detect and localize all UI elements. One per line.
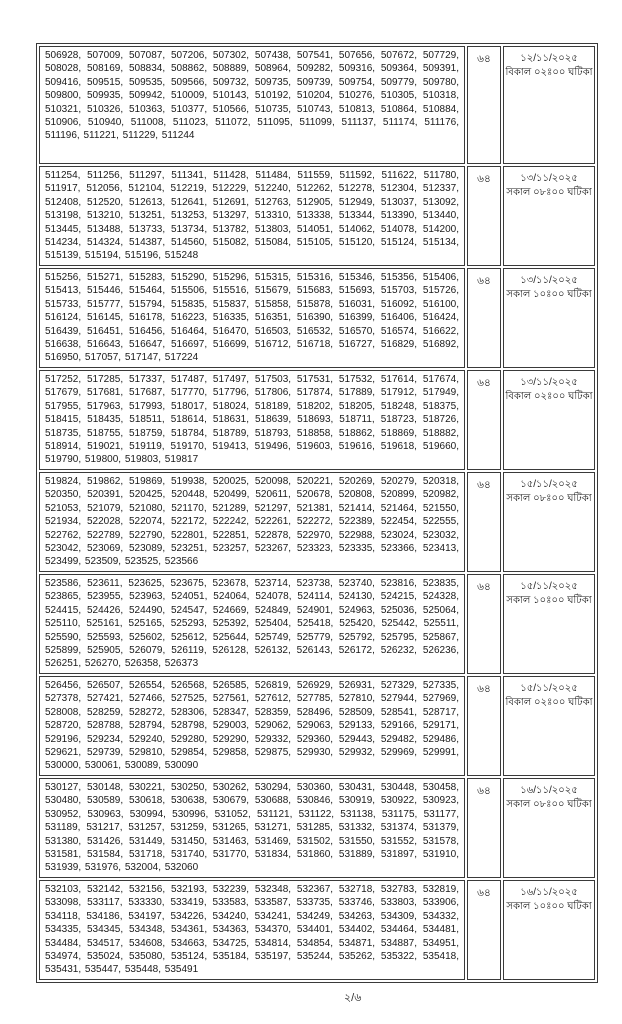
exam-datetime-cell <box>503 268 595 368</box>
roll-numbers-cell: 519824, 519862, 519869, 519938, 520025, 520098, 520221, 520269, 520279, 520318, 520350, 520391, 520425, 520448, 520499, 520611, 520678, 520808, 520899, 520982, 521053, 521079, 521080, 521170, 521289, 521297, 521381, 521414, 521464, 521550, 521934, 522028, 522074, 522172, 522242, 522261, 522272, 522389, 522454, 522555, 522762, 522789, 522790, 522801, 522851, 522878, 522970, 522988, 523024, 523032, 523042, 523069, 523089, 523251, 523257, 523267, 523323, 523335, 523366, 523413, 523499, 523509, 523525, 523566 <box>39 472 465 572</box>
exam-date: ১৫/১১/২০২৫ <box>520 479 578 490</box>
exam-time: সকাল ০৮ঃ০০ ঘটিকা <box>506 799 592 810</box>
candidate-count-cell: ৬৪ <box>467 778 501 878</box>
exam-date: ১৩/১১/২০২৫ <box>520 377 578 388</box>
exam-datetime-cell <box>503 778 595 878</box>
roll-numbers-cell: 526456, 526507, 526554, 526568, 526585, 526819, 526929, 526931, 527329, 527335, 527378, 527421, 527466, 527525, 527561, 527612, 527785, 527810, 527944, 527969, 528008, 528259, 528272, 528306, 528347, 528359, 528496, 528509, 528541, 528717, 528720, 528788, 528794, 528798, 529003, 529062, 529063, 529133, 529166, 529171, 529196, 529234, 529240, 529280, 529290, 529332, 529360, 529443, 529482, 529486, 529621, 529739, 529810, 529854, 529858, 529875, 529930, 529932, 529969, 529991, 530000, 530061, 530089, 530090 <box>39 676 465 776</box>
exam-schedule-table <box>36 43 598 983</box>
exam-date: ১৫/১১/২০২৫ <box>520 683 578 694</box>
candidate-count-cell: ৬৪ <box>467 370 501 470</box>
exam-time: সকাল ১০ঃ০০ ঘটিকা <box>506 289 592 300</box>
exam-datetime-cell <box>503 472 595 572</box>
exam-datetime-cell <box>503 676 595 776</box>
exam-time: সকাল ০৮ঃ০০ ঘটিকা <box>506 187 592 198</box>
exam-date: ১৬/১১/২০২৫ <box>520 887 578 898</box>
candidate-count-cell: ৬৪ <box>467 46 501 164</box>
exam-date: ১২/১১/২০২৫ <box>520 53 578 64</box>
candidate-count-cell: ৬৪ <box>467 472 501 572</box>
exam-datetime-cell <box>503 370 595 470</box>
candidate-count-cell: ৬৪ <box>467 880 501 980</box>
exam-datetime-cell <box>503 880 595 980</box>
candidate-count-cell: ৬৪ <box>467 676 501 776</box>
exam-time: সকাল ১০ঃ০০ ঘটিকা <box>506 595 592 606</box>
exam-time: সকাল ০৮ঃ০০ ঘটিকা <box>506 493 592 504</box>
schedule-row <box>39 778 595 878</box>
roll-numbers-cell: 523586, 523611, 523625, 523675, 523678, 523714, 523738, 523740, 523816, 523835, 523865, 523955, 523963, 524051, 524064, 524078, 524114, 524130, 524215, 524328, 524415, 524426, 524490, 524547, 524669, 524849, 524901, 524963, 525036, 525064, 525110, 525161, 525165, 525293, 525392, 525404, 525418, 525420, 525442, 525511, 525590, 525593, 525602, 525612, 525644, 525749, 525779, 525792, 525795, 525867, 525899, 525905, 526079, 526119, 526128, 526132, 526143, 526172, 526232, 526236, 526251, 526270, 526358, 526373 <box>39 574 465 674</box>
roll-numbers-cell: 517252, 517285, 517337, 517487, 517497, 517503, 517531, 517532, 517614, 517674, 517679, 517681, 517687, 517770, 517796, 517806, 517874, 517889, 517912, 517949, 517955, 517963, 517993, 518017, 518024, 518189, 518202, 518205, 518248, 518375, 518415, 518435, 518511, 518614, 518631, 518639, 518693, 518711, 518723, 518726, 518735, 518755, 518759, 518784, 518789, 518793, 518858, 518862, 518869, 518882, 518914, 519021, 519119, 519170, 519413, 519496, 519603, 519616, 519618, 519660, 519790, 519800, 519803, 519817 <box>39 370 465 470</box>
schedule-row <box>39 880 595 980</box>
roll-numbers-cell: 515256, 515271, 515283, 515290, 515296, 515315, 515316, 515346, 515356, 515406, 515413, 515446, 515464, 515506, 515516, 515679, 515683, 515693, 515703, 515726, 515733, 515777, 515794, 515835, 515837, 515858, 515878, 516031, 516092, 516100, 516124, 516145, 516178, 516223, 516335, 516351, 516390, 516399, 516406, 516424, 516439, 516451, 516456, 516464, 516470, 516503, 516532, 516570, 516574, 516622, 516638, 516643, 516647, 516697, 516699, 516712, 516718, 516727, 516829, 516892, 516950, 517057, 517147, 517224 <box>39 268 465 368</box>
roll-numbers-cell: 511254, 511256, 511297, 511341, 511428, 511484, 511559, 511592, 511622, 511780, 511917, 512056, 512104, 512219, 512229, 512240, 512262, 512278, 512304, 512337, 512408, 512520, 512613, 512641, 512691, 512763, 512905, 512949, 513037, 513092, 513198, 513210, 513251, 513253, 513297, 513310, 513338, 513344, 513390, 513440, 513445, 513488, 513733, 513734, 513782, 513803, 514051, 514062, 514078, 514200, 514234, 514324, 514387, 514560, 515082, 515084, 515105, 515120, 515124, 515134, 515139, 515194, 515196, 515248 <box>39 166 465 266</box>
exam-date: ১৫/১১/২০২৫ <box>520 581 578 592</box>
exam-time: বিকাল ০২ঃ০০ ঘটিকা <box>505 67 593 78</box>
exam-date: ১৬/১১/২০২৫ <box>520 785 578 796</box>
exam-date: ১৩/১১/২০২৫ <box>520 173 578 184</box>
schedule-rows <box>39 46 595 980</box>
exam-time: সকাল ১০ঃ০০ ঘটিকা <box>506 901 592 912</box>
page-number: ২/৬ <box>344 992 362 1004</box>
exam-datetime-cell <box>503 574 595 674</box>
candidate-count-cell: ৬৪ <box>467 574 501 674</box>
roll-numbers-cell: 530127, 530148, 530221, 530250, 530262, 530294, 530360, 530431, 530448, 530458, 530480, 530589, 530618, 530638, 530679, 530688, 530846, 530919, 530922, 530923, 530952, 530963, 530994, 530996, 531052, 531121, 531122, 531138, 531175, 531177, 531189, 531217, 531257, 531259, 531265, 531271, 531285, 531332, 531374, 531379, 531380, 531426, 531449, 531450, 531463, 531469, 531502, 531550, 531552, 531578, 531581, 531584, 531718, 531740, 531770, 531834, 531860, 531889, 531897, 531910, 531939, 531976, 532004, 532060 <box>39 778 465 878</box>
schedule-row <box>39 46 595 164</box>
candidate-count-cell: ৬৪ <box>467 268 501 368</box>
exam-time: বিকাল ০২ঃ০০ ঘটিকা <box>505 697 593 708</box>
roll-numbers-cell: 506928, 507009, 507087, 507206, 507302, 507438, 507541, 507656, 507672, 507729, 508028, 508169, 508834, 508862, 508889, 508964, 509282, 509316, 509364, 509391, 509416, 509515, 509535, 509566, 509732, 509735, 509739, 509754, 509779, 509780, 509800, 509935, 509942, 510009, 510143, 510192, 510204, 510276, 510305, 510318, 510321, 510326, 510363, 510377, 510566, 510735, 510743, 510813, 510864, 510884, 510906, 510940, 511008, 511023, 511072, 511095, 511099, 511137, 511174, 511176, 511196, 511221, 511229, 511244 <box>39 46 465 164</box>
schedule-row <box>39 472 595 572</box>
roll-numbers-cell: 532103, 532142, 532156, 532193, 532239, 532348, 532367, 532718, 532783, 532819, 533098, 533117, 533330, 533419, 533583, 533587, 533735, 533746, 533803, 533906, 534118, 534186, 534197, 534226, 534240, 534241, 534249, 534263, 534309, 534332, 534335, 534345, 534348, 534361, 534363, 534370, 534401, 534402, 534464, 534481, 534484, 534517, 534608, 534663, 534725, 534814, 534854, 534871, 534887, 534951, 534974, 535024, 535080, 535124, 535184, 535197, 535244, 535262, 535322, 535418, 535431, 535447, 535448, 535491 <box>39 880 465 980</box>
schedule-row <box>39 676 595 776</box>
exam-datetime-cell <box>503 166 595 266</box>
schedule-row <box>39 166 595 266</box>
schedule-row <box>39 268 595 368</box>
schedule-row <box>39 574 595 674</box>
exam-date: ১৩/১১/২০২৫ <box>520 275 578 286</box>
exam-datetime-cell <box>503 46 595 164</box>
schedule-row <box>39 370 595 470</box>
exam-time: বিকাল ০২ঃ০০ ঘটিকা <box>505 391 593 402</box>
candidate-count-cell: ৬৪ <box>467 166 501 266</box>
